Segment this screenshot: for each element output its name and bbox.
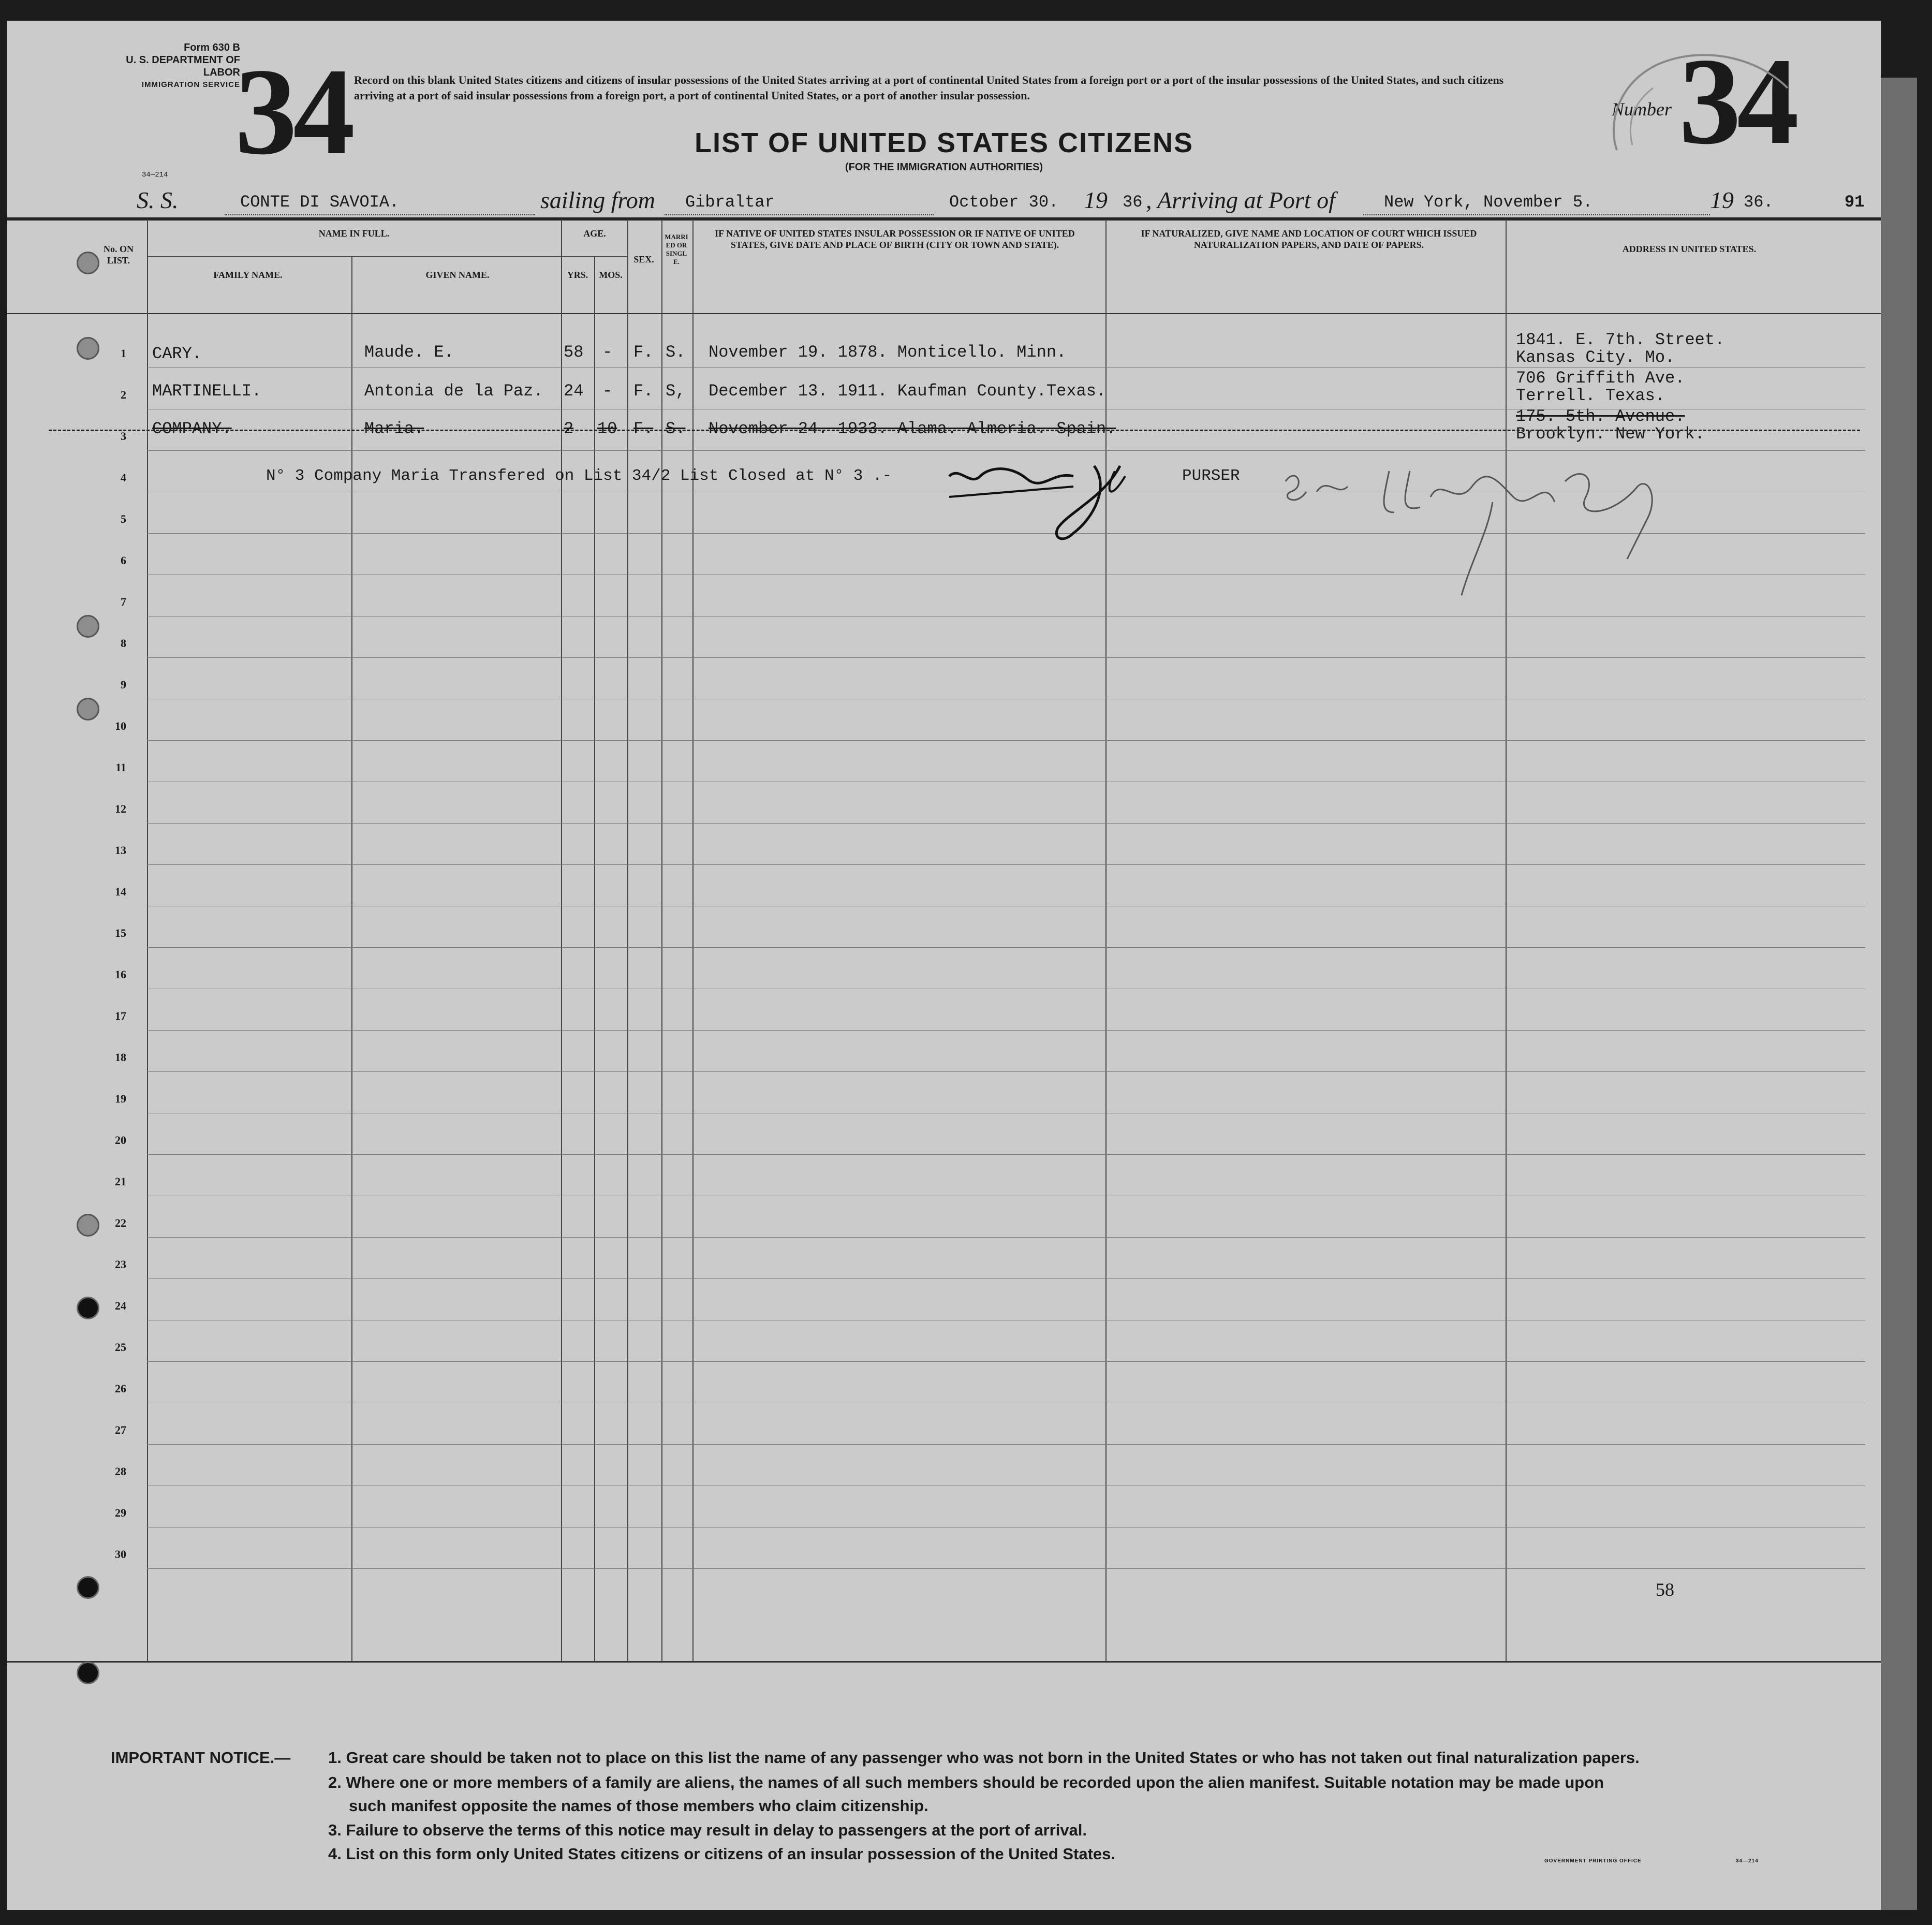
header-married-single: MARRIED OR SINGLE. — [665, 233, 688, 266]
passenger-family-name: MARTINELLI. — [152, 381, 262, 401]
row-number: 16 — [115, 968, 126, 981]
row-number: 23 — [115, 1258, 126, 1271]
year-prefix-from: 19 — [1084, 187, 1108, 213]
row-number: 6 — [121, 554, 126, 567]
row-number: 26 — [115, 1382, 126, 1395]
passenger-age-years: 24 — [564, 381, 584, 401]
passenger-birth: December 13. 1911. Kaufman County.Texas. — [709, 381, 1107, 401]
ss-label: S. S. — [137, 187, 179, 213]
header-mos: MOS. — [599, 270, 623, 280]
row-number: 13 — [115, 844, 126, 857]
header-sex: SEX. — [633, 254, 654, 264]
header-name-in-full: NAME IN FULL. — [318, 228, 390, 239]
closing-note: N° 3 Company Maria Transfered on List 34/2 List Closed at N° 3 .- — [266, 467, 892, 485]
passenger-marital-status: S. — [666, 419, 686, 438]
row-number: 28 — [115, 1465, 126, 1478]
header-address: ADDRESS IN UNITED STATES. — [1622, 244, 1757, 254]
punch-hole — [77, 1214, 99, 1237]
row-number: 24 — [115, 1299, 126, 1312]
corner-number: 91 — [1845, 193, 1865, 212]
form-title: LIST OF UNITED STATES CITIZENS — [695, 127, 1193, 158]
row-number: 5 — [121, 512, 126, 525]
form-code: 34—214 — [142, 171, 168, 179]
purser-signature — [939, 455, 1187, 569]
row-number: 10 — [115, 719, 126, 732]
printer-imprint: GOVERNMENT PRINTING OFFICE — [1544, 1858, 1642, 1864]
passenger-age-years: 2 — [564, 419, 574, 438]
footer-code: 34—214 — [1736, 1858, 1759, 1864]
col-rule — [561, 219, 562, 1661]
passenger-age-years: 58 — [564, 343, 584, 362]
passenger-address-line1: 706 Griffith Ave. — [1516, 369, 1685, 388]
row-number: 9 — [121, 678, 126, 691]
row-number: 2 — [121, 388, 126, 401]
header-given-name: GIVEN NAME. — [425, 270, 490, 280]
row-number: 1 — [121, 347, 126, 360]
faded-stamp — [1601, 47, 1808, 166]
page-total: 58 — [1656, 1579, 1674, 1600]
row-number: 8 — [121, 637, 126, 650]
row-number: 11 — [115, 761, 126, 774]
row-number: 20 — [115, 1134, 126, 1147]
row-number: 4 — [121, 471, 126, 484]
form-instructions: Record on this blank United States citizens and citizens of insular possessions of the United States arriving at a port of continental United States from a foreign port or a port of the insular possessions of the United States, and such citizens arriving at a port of said insular possessions from a foreign port, a port of continental United States, or a port of another insular possession. — [354, 74, 1504, 102]
port-from: Gibraltar — [685, 193, 775, 212]
row-number: 14 — [115, 885, 126, 898]
notice-item-1: 1. Great care should be taken not to place on this list the name of any passenger who was not born in the United States or who has not taken out final naturalization papers. — [328, 1748, 1640, 1767]
row-number: 19 — [115, 1092, 126, 1105]
passenger-family-name: COMPANY. — [152, 419, 232, 438]
ship-name: CONTE DI SAVOIA. — [240, 193, 400, 212]
passenger-family-name: CARY. — [152, 344, 202, 363]
passenger-sex: F. — [633, 419, 654, 438]
row-number: 3 — [121, 430, 126, 443]
voyage-line — [7, 186, 1881, 217]
passenger-birth: November 19. 1878. Monticello. Minn. — [709, 343, 1067, 362]
passenger-marital-status: S, — [666, 381, 686, 401]
row-number: 7 — [121, 595, 126, 608]
passenger-age-months: 10 — [597, 419, 617, 438]
notice-item-4: 4. List on this form only United States citizens or citizens of an insular possession of the United States. — [328, 1845, 1115, 1863]
row-number: 30 — [115, 1548, 126, 1561]
passenger-sex: F. — [633, 381, 654, 401]
form-identifier — [95, 41, 240, 91]
passenger-given-name: Maude. E. — [364, 343, 454, 362]
passenger-sex: F. — [633, 343, 654, 362]
year-prefix-to: 19 — [1710, 187, 1734, 213]
sailing-label: sailing from — [540, 187, 655, 213]
punch-hole — [77, 1576, 99, 1599]
passenger-birth: November 24. 1933. Alama. Almeria. Spain. — [709, 419, 1116, 438]
purser-label: PURSER — [1182, 467, 1240, 485]
passenger-address-line2: Terrell. Texas. — [1516, 386, 1665, 405]
date-from: October 30. — [949, 193, 1059, 212]
strike-line — [49, 430, 1860, 431]
punch-hole — [77, 615, 99, 638]
notice-item-2: 2. Where one or more members of a family are aliens, the names of all such members should be recorded upon the alien manifest. Suitable notation may be made upon — [328, 1773, 1604, 1791]
col-rule — [627, 219, 628, 1661]
punch-hole — [77, 698, 99, 721]
col-rule — [661, 219, 662, 1661]
row-number: 22 — [115, 1216, 126, 1229]
inspector-handwriting — [1275, 455, 1679, 600]
row-number: 29 — [115, 1506, 126, 1519]
header-bottom-rule — [7, 313, 1881, 314]
header-family-name: FAMILY NAME. — [213, 270, 283, 280]
notice-label: IMPORTANT NOTICE.— — [111, 1748, 291, 1767]
list-number-right: 34 — [1679, 32, 1795, 170]
page-edge-shadow — [1881, 78, 1917, 1910]
passenger-age-months: - — [602, 381, 613, 401]
passenger-age-months: - — [602, 343, 613, 362]
punch-hole — [77, 252, 99, 274]
service: IMMIGRATION SERVICE — [141, 80, 240, 89]
port-to: New York, November 5. — [1384, 193, 1593, 212]
header-yrs: YRS. — [567, 270, 588, 280]
passenger-address-line1: 175. 5th. Avenue. — [1516, 407, 1685, 426]
row-number: 18 — [115, 1051, 126, 1064]
form-subtitle: (FOR THE IMMIGRATION AUTHORITIES) — [845, 161, 1043, 173]
header-no-on-list: No. ON LIST. — [104, 244, 134, 266]
passenger-marital-status: S. — [666, 343, 686, 362]
col-rule — [1506, 219, 1507, 1661]
punch-hole — [77, 337, 99, 360]
row-number: 12 — [115, 802, 126, 815]
col-rule — [147, 219, 148, 1661]
row-number: 17 — [115, 1009, 126, 1022]
arriving-label: , Arriving at Port of — [1146, 187, 1335, 213]
header-top-rule — [7, 217, 1881, 221]
punch-hole — [77, 1297, 99, 1319]
header-native: IF NATIVE OF UNITED STATES INSULAR POSSESSION OR IF NATIVE OF UNITED STATES, GIVE DATE AND PLACE OF BIRTH (CITY OR TOWN AND STATE). — [715, 228, 1075, 250]
number-label: Number — [1612, 99, 1672, 120]
notice-item-2-cont: such manifest opposite the names of those members who claim citizenship. — [349, 1797, 928, 1815]
department: U. S. DEPARTMENT OF LABOR — [126, 54, 240, 78]
col-rule — [692, 219, 694, 1661]
manifest-sheet — [7, 21, 1881, 1910]
header-naturalized: IF NATURALIZED, GIVE NAME AND LOCATION OF COURT WHICH ISSUED NATURALIZATION PAPERS, AND DATE OF PAPERS. — [1141, 228, 1477, 250]
row-number: 25 — [115, 1341, 126, 1354]
passenger-given-name: Maria. — [364, 419, 424, 438]
passenger-address-line1: 1841. E. 7th. Street. — [1516, 330, 1725, 349]
header-age: AGE. — [583, 228, 606, 239]
table-bottom-rule — [7, 1661, 1881, 1663]
punch-hole — [77, 1662, 99, 1684]
notice-item-3: 3. Failure to observe the terms of this notice may result in delay to passengers at the port of arrival. — [328, 1821, 1087, 1839]
row-number: 15 — [115, 927, 126, 939]
passenger-address-line2: Kansas City. Mo. — [1516, 348, 1675, 367]
year-to: 36. — [1744, 193, 1774, 212]
row-number: 21 — [115, 1175, 126, 1188]
passenger-address-line2: Brooklyn. New York. — [1516, 424, 1705, 444]
passenger-given-name: Antonia de la Paz. — [364, 381, 543, 401]
form-number: Form 630 B — [184, 42, 240, 53]
row-number: 27 — [115, 1423, 126, 1436]
list-number-left: 34 — [235, 42, 351, 180]
year-from: 36 — [1123, 193, 1143, 212]
